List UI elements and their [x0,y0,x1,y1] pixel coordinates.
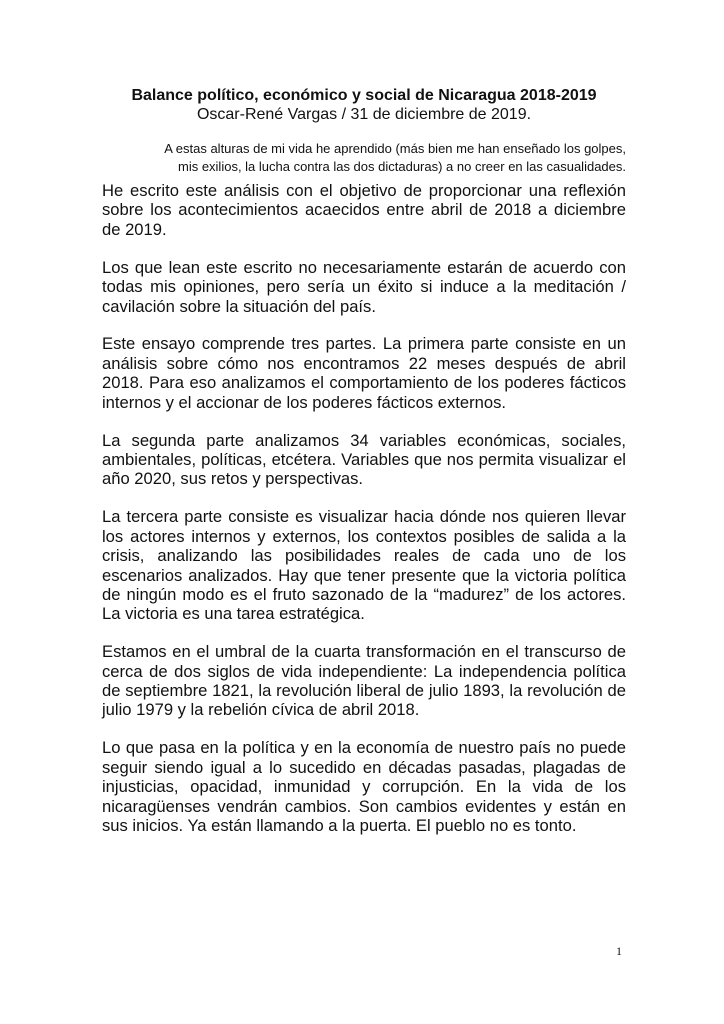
paragraph: Este ensayo comprende tres partes. La primera parte consiste en un análisis sobre cómo nos encontramos 22 meses después de abril 2018. Para eso analizamos el comportamiento de los poderes fácticos internos y el accionar de los poderes fácticos externos. [102,334,626,412]
paragraph: La segunda parte analizamos 34 variables económicas, sociales, ambientales, políticas, etcétera. Variables que nos permita visualizar el año 2020, sus retos y perspectivas. [102,430,626,489]
paragraph: He escrito este análisis con el objetivo de proporcionar una reflexión sobre los acontecimientos acaecidos entre abril de 2018 a diciembre de 2019. [102,181,626,239]
document-title: Balance político, económico y social de Nicaragua 2018-2019 [131,87,597,104]
author-date-line: Oscar-René Vargas / 31 de diciembre de 2019. [196,106,532,123]
paragraph: La tercera parte consiste es visualizar hacia dónde nos quieren llevar los actores internos y externos, los contextos posibles de salida a la crisis, analizando las posibilidades reales de cada uno de los escenarios analizados. Hay que tener presente que la victoria política de ningún modo es el fruto sazonado de la “madurez” de los actores. La victoria es una tarea estratégica. [102,507,626,624]
document-body [102,181,626,854]
epigraph: A estas alturas de mi vida he aprendido (más bien me han enseñado los golpes, mis exilios, la lucha contra las dos dictaduras) a no creer en las casualidades. [164,141,626,174]
paragraph: Lo que pasa en la política y en la economía de nuestro país no puede seguir siendo igual a lo sucedido en décadas pasadas, plagadas de injusticias, opacidad, inmunidad y corrupción. En la vida de los nicaragüenses vendrán cambios. Son cambios evidentes y están en sus inicios. Ya están llamando a la puerta. El pueblo no es tonto. [102,738,626,835]
paragraph: Estamos en el umbral de la cuarta transformación en el transcurso de cerca de dos siglos de vida independiente: La independencia política de septiembre 1821, la revolución liberal de julio 1893, la revolución de julio 1979 y la rebelión cívica de abril 2018. [102,642,626,720]
paragraph: Los que lean este escrito no necesariamente estarán de acuerdo con todas mis opiniones, pero sería un éxito si induce a la meditación / cavilación sobre la situación del país. [102,257,626,316]
page-number: 1 [616,944,622,958]
